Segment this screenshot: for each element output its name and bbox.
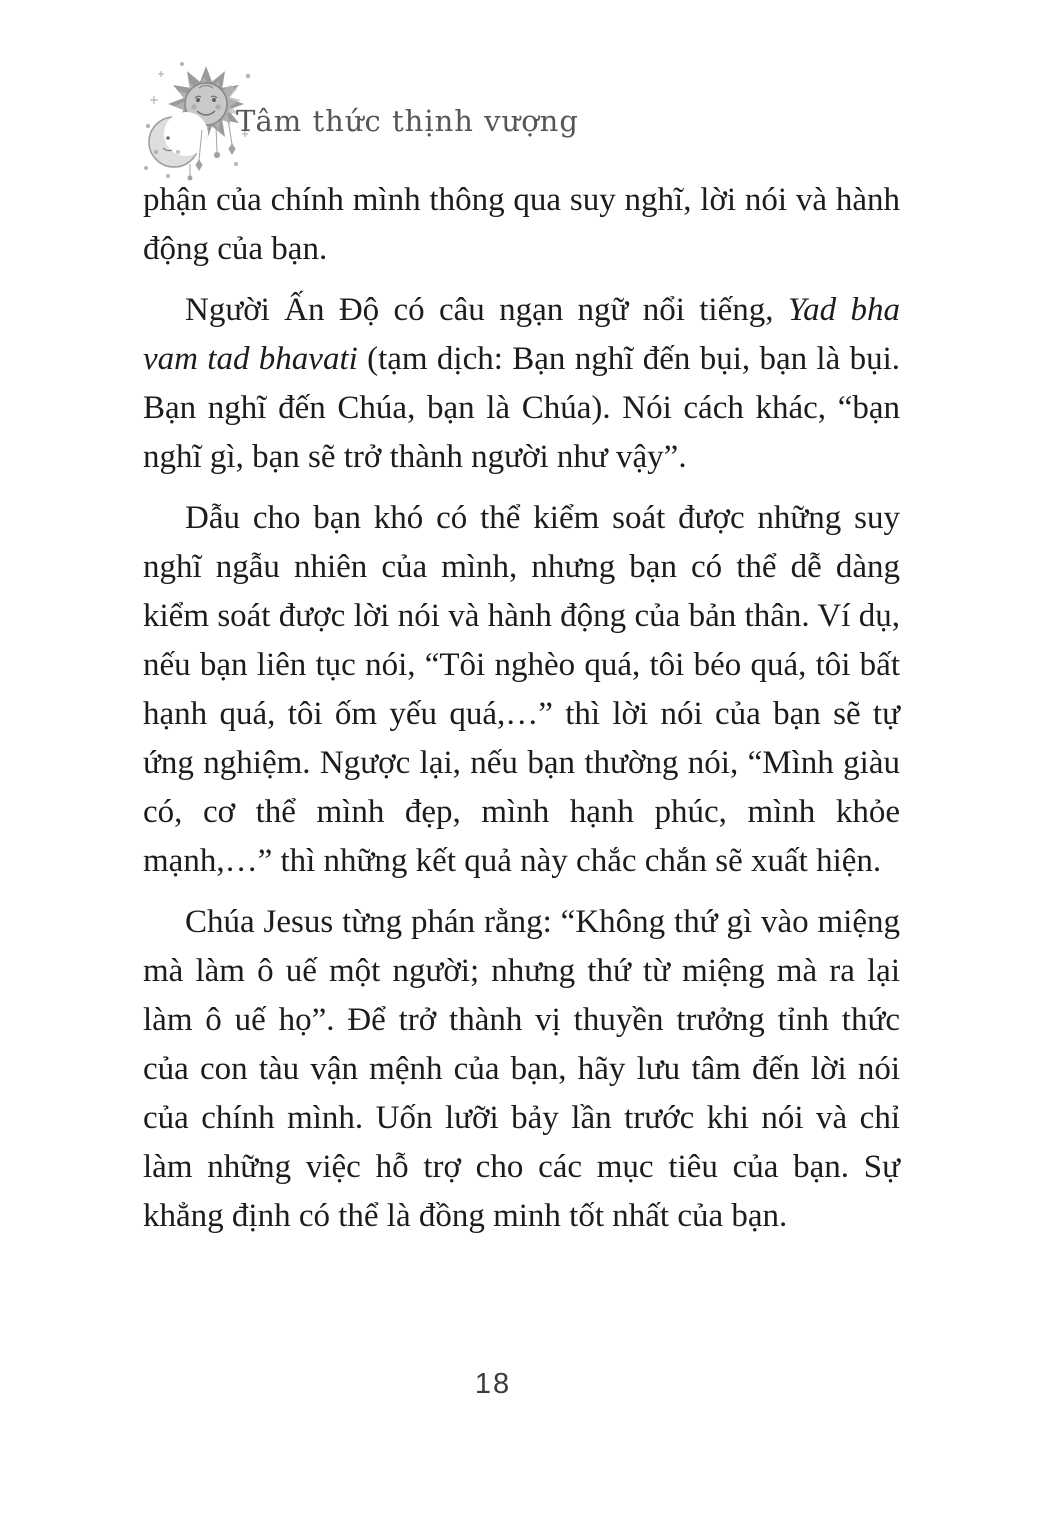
page-body-text [143,176,900,1253]
paragraph-text: Dẫu cho bạn khó có thể kiểm soát được những suy nghĩ ngẫu nhiên của mình, nhưng bạn có thể dễ dàng kiểm soát được lời nói và hành động của bản thân. Ví dụ, nếu bạn liên tục nói, “Tôi nghèo quá, tôi béo quá, tôi bất hạnh quá, tôi ốm yếu quá,…” thì lời nói của bạn sẽ tự ứng nghiệm. Ngược lại, nếu bạn thường nói, “Mình giàu có, cơ thể mình đẹp, mình hạnh phúc, mình khỏe mạnh,…” thì những kết quả này chắc chắn sẽ xuất hiện. [143,500,900,879]
paragraph-text: (tạm dịch: Bạn nghĩ đến bụi, bạn là bụi. Bạn nghĩ đến Chúa, bạn là Chúa). Nói cách khác, “bạn nghĩ gì, bạn sẽ trở thành người như vậy”. [143,341,900,475]
running-header-title: Tâm thức thịnh vượng [236,104,579,138]
page-header [138,56,900,186]
paragraph-text: Người Ấn Độ có câu ngạn ngữ nổi tiếng, [185,292,788,328]
paragraph-continuation [143,176,900,274]
page-footer [143,1368,843,1401]
paragraph-text: Chúa Jesus từng phán rằng: “Không thứ gì vào miệng mà làm ô uế một người; nhưng thứ từ miệng mà ra lại làm ô uế họ”. Để trở thành vị thuyền trưởng tỉnh thức của con tàu vận mệnh của bạn, hãy lưu tâm đến lời nói của chính mình. Uốn lưỡi bảy lần trước khi nói và chỉ làm những việc hỗ trợ cho các mục tiêu của bạn. Sự khẳng định có thể là đồng minh tốt nhất của bạn. [143,904,900,1234]
page-number: 18 [474,1368,512,1400]
paragraph [143,898,900,1241]
paragraph-text: phận của chính mình thông qua suy nghĩ, lời nói và hành động của bạn. [143,182,900,267]
paragraph [143,286,900,482]
italic-proverb-text: Yad bha vam tad bhavati [143,292,900,377]
paragraph [143,494,900,886]
